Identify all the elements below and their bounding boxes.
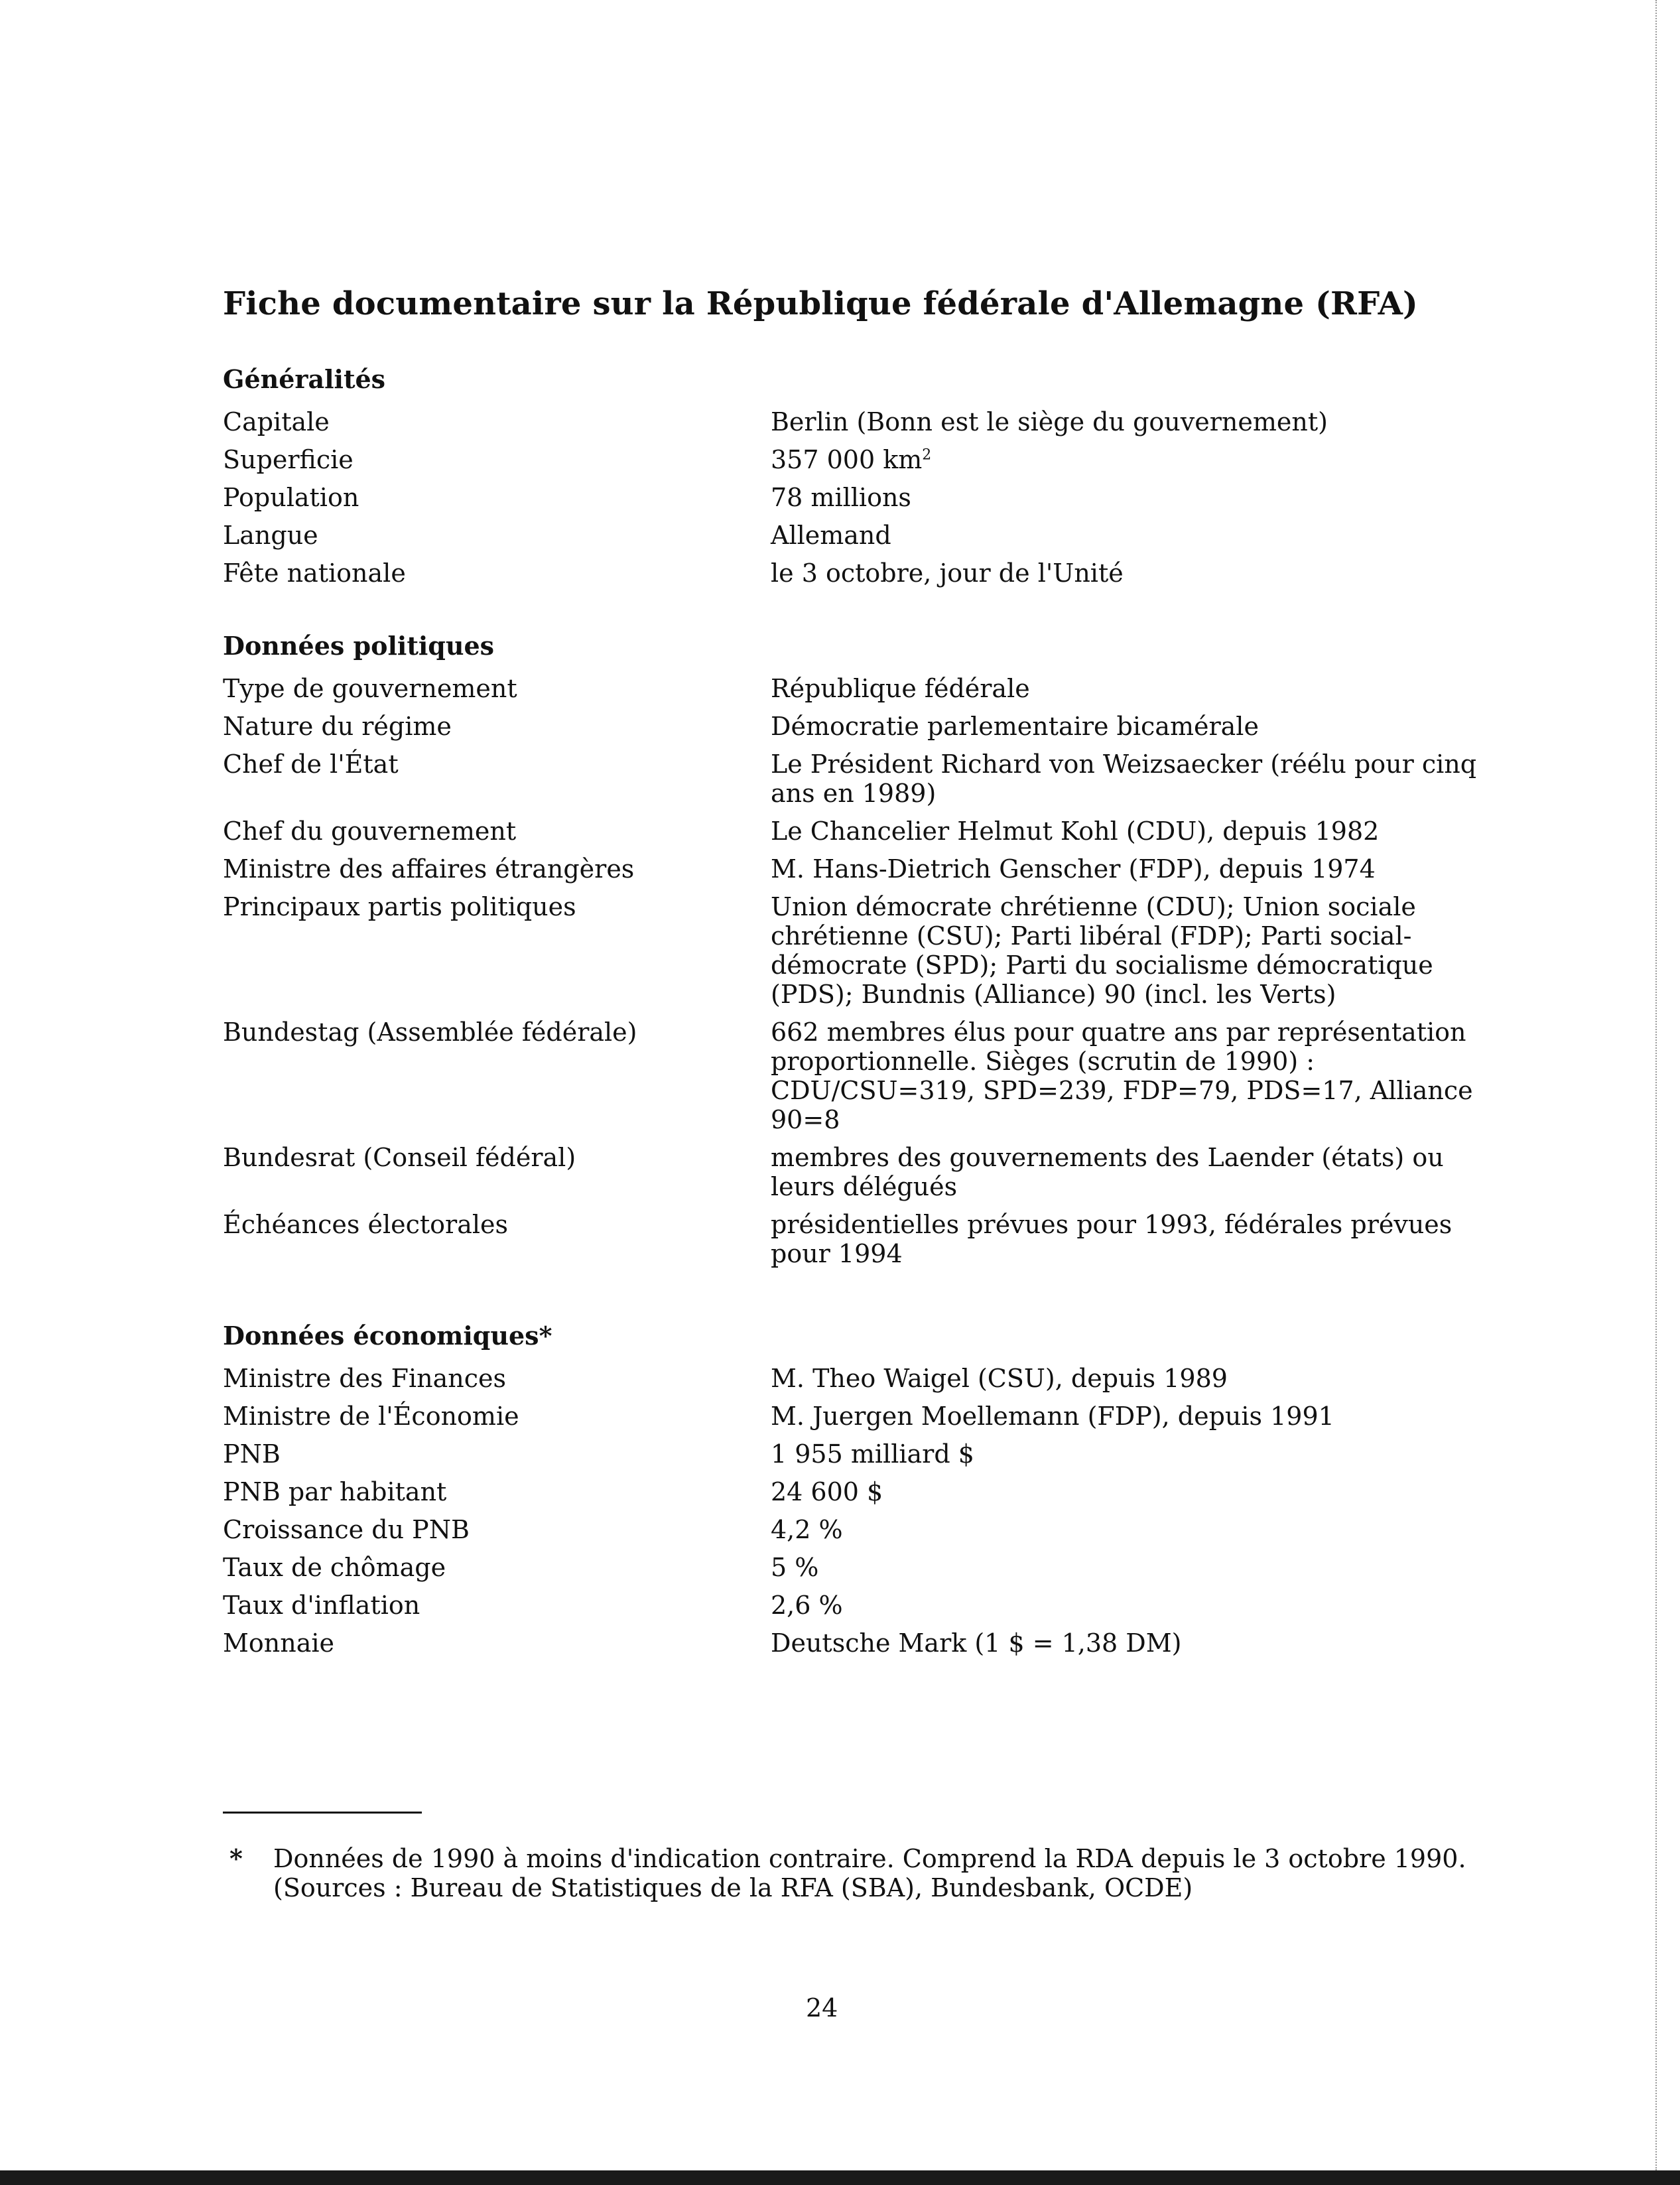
- row-label: Taux de chômage: [223, 1553, 446, 1582]
- info-row-echeances-electorales: [223, 1210, 1483, 1268]
- info-row-taux-chomage: [223, 1553, 1483, 1582]
- row-value: République fédérale: [771, 674, 1030, 703]
- row-value: Berlin (Bonn est le siège du gouvernement): [771, 407, 1328, 436]
- row-label: Principaux partis politiques: [223, 892, 576, 921]
- section-donnees-politiques: [223, 627, 1483, 1268]
- row-label: Population: [223, 483, 359, 512]
- row-label: Monnaie: [223, 1628, 335, 1658]
- info-row-langue: [223, 521, 1483, 550]
- row-label: Bundesrat (Conseil fédéral): [223, 1143, 576, 1172]
- info-row-pnb-par-habitant: [223, 1477, 1483, 1506]
- row-label: Capitale: [223, 407, 330, 436]
- section-heading: Données économiques*: [223, 1321, 552, 1351]
- row-label: Échéances électorales: [223, 1210, 508, 1239]
- footnote: [223, 1844, 1483, 1902]
- row-label: Fête nationale: [223, 559, 406, 588]
- footnote-text: [273, 1844, 1483, 1902]
- row-value: le 3 octobre, jour de l'Unité: [771, 559, 1124, 588]
- page-number: 24: [806, 1993, 838, 2022]
- info-row-fete-nationale: [223, 559, 1483, 588]
- section-donnees-economiques: [223, 1317, 1483, 1658]
- row-value: Deutsche Mark (1 $ = 1,38 DM): [771, 1628, 1182, 1658]
- info-row-ministre-affaires-etrangeres: [223, 854, 1483, 884]
- row-value: Démocratie parlementaire bicamérale: [771, 712, 1259, 741]
- footnote-divider: [223, 1812, 422, 1814]
- info-row-bundestag: [223, 1018, 1483, 1134]
- row-label: Superficie: [223, 445, 354, 474]
- row-label: Ministre de l'Économie: [223, 1402, 519, 1431]
- row-value: 24 600 $: [771, 1477, 883, 1506]
- info-row-ministre-economie: [223, 1402, 1483, 1431]
- info-row-monnaie: [223, 1628, 1483, 1658]
- row-label: Type de gouvernement: [223, 674, 517, 703]
- scan-edge-line: [1655, 0, 1657, 2170]
- row-value: Le Président Richard von Weizsaecker (réélu pour cinq ans en 1989): [771, 750, 1477, 808]
- info-row-croissance-pnb: [223, 1515, 1483, 1544]
- row-label: Ministre des Finances: [223, 1364, 506, 1393]
- row-value: 2,6 %: [771, 1591, 843, 1620]
- row-value: M. Juergen Moellemann (FDP), depuis 1991: [771, 1402, 1334, 1431]
- row-label: Taux d'inflation: [223, 1591, 420, 1620]
- row-value: Union démocrate chrétienne (CDU); Union sociale chrétienne (CSU); Parti libéral (FDP); Parti social-démocrate (SPD); Parti du socialisme démocratique (PDS); Bundnis (Alliance) 90 (incl. les Verts): [771, 892, 1433, 1009]
- footnote-line-2: (Sources : Bureau de Statistiques de la RFA (SBA), Bundesbank, OCDE): [273, 1873, 1193, 1902]
- document-title: Fiche documentaire sur la République fédérale d'Allemagne (RFA): [223, 285, 1418, 322]
- row-value: présidentielles prévues pour 1993, fédérales prévues pour 1994: [771, 1210, 1453, 1268]
- footnote-marker: *: [229, 1843, 243, 1873]
- info-row-type-gouvernement: [223, 674, 1483, 703]
- info-row-population: [223, 483, 1483, 512]
- row-value: 4,2 %: [771, 1515, 843, 1544]
- superscript-2: 2: [922, 446, 932, 464]
- section-heading: Généralités: [223, 364, 386, 394]
- row-label: PNB: [223, 1439, 281, 1469]
- row-value: 78 millions: [771, 483, 911, 512]
- row-label: Bundestag (Assemblée fédérale): [223, 1018, 637, 1047]
- info-row-bundesrat: [223, 1143, 1483, 1201]
- info-row-partis-politiques: [223, 892, 1483, 1009]
- row-value: 662 membres élus pour quatre ans par représentation proportionnelle. Sièges (scrutin de 1990) : CDU/CSU=319, SPD=239, FDP=79, PDS=17, Alliance 90=8: [771, 1018, 1473, 1134]
- info-row-chef-etat: [223, 750, 1483, 808]
- row-value: 5 %: [771, 1553, 819, 1582]
- row-label: Nature du régime: [223, 712, 452, 741]
- info-row-chef-gouvernement: [223, 817, 1483, 846]
- row-label: Ministre des affaires étrangères: [223, 854, 635, 884]
- superficie-value: 357 000 km: [771, 445, 923, 474]
- info-row-superficie: [223, 445, 1483, 474]
- section-generalites: [223, 360, 1483, 588]
- row-value: 1 955 milliard $: [771, 1439, 974, 1469]
- row-label: Croissance du PNB: [223, 1515, 470, 1544]
- row-value: M. Theo Waigel (CSU), depuis 1989: [771, 1364, 1228, 1393]
- row-value: M. Hans-Dietrich Genscher (FDP), depuis 1974: [771, 854, 1376, 884]
- info-row-ministre-finances: [223, 1364, 1483, 1393]
- row-label: Chef de l'État: [223, 750, 399, 779]
- row-value: [771, 445, 1500, 474]
- row-label: Chef du gouvernement: [223, 817, 517, 846]
- info-row-pnb: [223, 1439, 1483, 1469]
- row-value: Le Chancelier Helmut Kohl (CDU), depuis 1982: [771, 817, 1380, 846]
- row-label: Langue: [223, 521, 318, 550]
- info-row-capitale: [223, 407, 1483, 436]
- info-row-taux-inflation: [223, 1591, 1483, 1620]
- section-heading: Données politiques: [223, 631, 495, 661]
- footnote-line-1: Données de 1990 à moins d'indication contraire. Comprend la RDA depuis le 3 octobre 1990.: [273, 1844, 1466, 1873]
- info-row-nature-regime: [223, 712, 1483, 741]
- scan-bottom-bar: [0, 2170, 1680, 2185]
- row-label: PNB par habitant: [223, 1477, 447, 1506]
- row-value: Allemand: [771, 521, 891, 550]
- row-value: membres des gouvernements des Laender (états) ou leurs délégués: [771, 1143, 1444, 1201]
